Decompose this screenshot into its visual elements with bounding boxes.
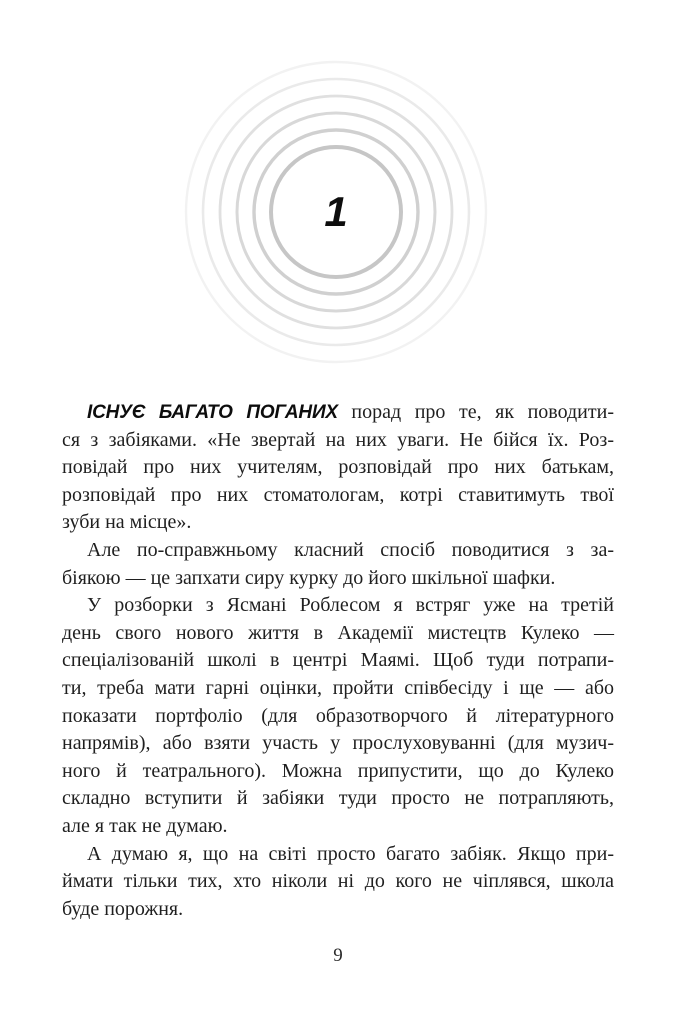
text-line: ного й театрального). Можна припустити, що до Кулеко — [62, 759, 614, 782]
text-line: Але по-справжньому класний спосіб поводитися з за- — [87, 538, 614, 561]
text-line: біякою — це запхати сиру курку до його шкільної шафки. — [62, 566, 556, 589]
text-line: день свого нового життя в Академії мистецтв Кулеко — — [62, 621, 614, 644]
text-line: ти, треба мати гарні оцінки, пройти співбесіду і ще — або — [62, 676, 614, 699]
text-line: показати портфоліо (для образотворчого й літературного — [62, 704, 614, 727]
text-line: ся з забіяками. «Не звертай на них уваги. Не бійся їх. Роз- — [62, 428, 614, 451]
text-line: повідай про них учителям, розповідай про них батькам, — [62, 456, 614, 479]
text-line: У розборки з Ясмані Роблесом я встряг уже на третій — [87, 594, 614, 617]
text-line: буде порожня. — [62, 897, 184, 920]
text-line-rest: порад про те, як поводити- — [337, 401, 614, 423]
text-line — [62, 399, 614, 427]
text-line: розповідай про них стоматологам, котрі ставитимуть твої — [62, 483, 614, 506]
chapter-number: 1 — [324, 188, 348, 235]
text-line: А думаю я, що на світі просто багато забіяк. Якщо при- — [87, 842, 614, 865]
page-number: 9 — [333, 945, 343, 966]
text-line: складно вступити й забіяки туди просто не потрапляють, — [62, 787, 614, 810]
text-line: спеціалізованій школі в центрі Маямі. Щоб туди потрапи- — [62, 649, 614, 672]
text-line: напрямів), або взяти участь у прослуховуванні (для музич- — [62, 732, 614, 755]
text-line: зуби на місце». — [62, 511, 192, 534]
text-line: але я так не думаю. — [62, 814, 228, 837]
text-line: ймати тільки тих, хто ніколи ні до кого не чіплявся, школа — [62, 870, 614, 893]
chapter-leadin: ІСНУЄ БАГАТО ПОГАНИХ — [87, 402, 338, 423]
chapter-body-text — [62, 399, 614, 923]
